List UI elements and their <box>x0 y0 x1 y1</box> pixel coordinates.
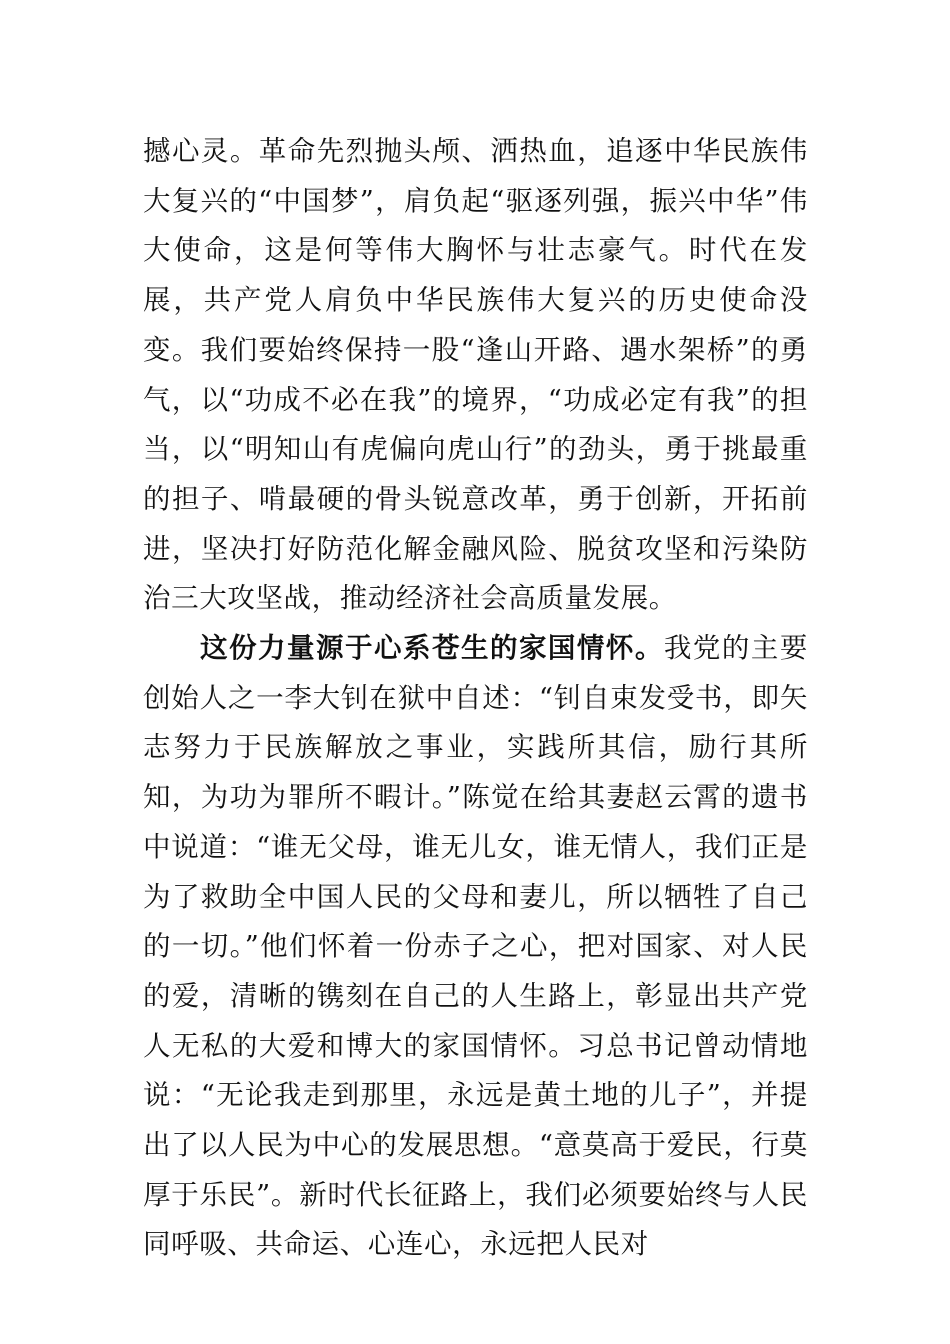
paragraph-text: 我党的主要创始人之一李大钊在狱中自述：“钊自束发受书，即矢志努力于民族解放之事业，实践所其信，励行其所知，为功为罪所不暇计。”陈觉在给其妻赵云霄的遗书中说道：“谁无父母，谁无儿女，谁无情人，我们正是为了救助全中国人民的父母和妻儿，所以牺牲了自己的一切。”他们怀着一份赤子之心，把对国家、对人民的爱，清晰的镌刻在自己的人生路上，彰显出共产党人无私的大爱和博大的家国情怀。习总书记曾动情地说：“无论我走到那里，永远是黄土地的儿子”，并提出了以人民为中心的发展思想。“意莫高于爱民，行莫厚于乐民”。新时代长征路上，我们必须要始终与人民同呼吸、共命运、心连心，永远把人民对 <box>143 632 808 1261</box>
document-body <box>143 127 808 1270</box>
paragraph-lead-heading: 这份力量源于心系苍生的家国情怀。 <box>200 632 664 665</box>
paragraph-family-country-sentiment <box>143 624 808 1270</box>
paragraph-continued <box>143 127 808 624</box>
paragraph-text: 撼心灵。革命先烈抛头颅、洒热血，追逐中华民族伟大复兴的“中国梦”，肩负起“驱逐列强，振兴中华”伟大使命，这是何等伟大胸怀与壮志豪气。时代在发展，共产党人肩负中华民族伟大复兴的历史使命没变。我们要始终保持一股“逢山开路、遇水架桥”的勇气，以“功成不必在我”的境界，“功成必定有我”的担当，以“明知山有虎偏向虎山行”的劲头，勇于挑最重的担子、啃最硬的骨头锐意改革，勇于创新，开拓前进，坚决打好防范化解金融风险、脱贫攻坚和污染防治三大攻坚战，推动经济社会高质量发展。 <box>143 135 808 615</box>
